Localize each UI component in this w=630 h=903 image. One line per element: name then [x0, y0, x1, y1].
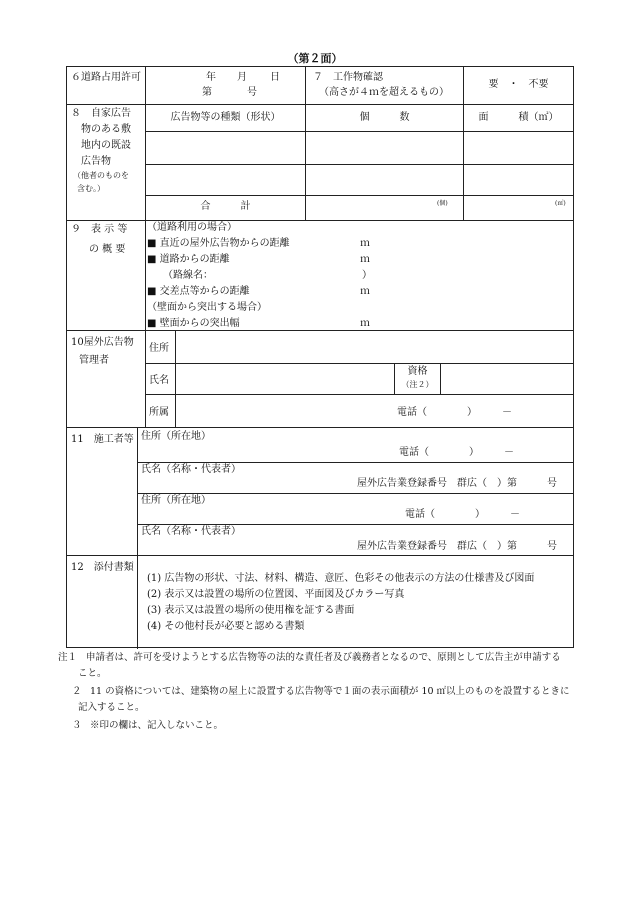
- note-3-line-1: ※印の欄は、記入しないこと。: [90, 720, 224, 731]
- structure-confirmation-label: ７ 工作物確認: [313, 72, 383, 83]
- date-year-label: 年: [206, 72, 216, 83]
- date-day-label: 日: [270, 72, 280, 83]
- display-overview-label-line1: ９ 表 示 等: [71, 224, 128, 235]
- display-overview-label-line2: の 概 要: [89, 244, 126, 255]
- road-occupancy-permit-label: ６道路占用許可: [71, 72, 141, 83]
- unit-m-3: ｍ: [360, 286, 370, 297]
- existing-ads-note-line1: （他者のものを: [73, 171, 129, 180]
- note-2-line-1: 11 の資格については、建築物の屋上に設置する広告物等で１面の表示面積が 10 ㎡以上のものを設置するときに: [90, 686, 570, 697]
- existing-ads-label-line1: ８ 自家広告: [71, 108, 131, 119]
- manager-address-label: 住所: [149, 343, 169, 354]
- count-column-header: 個 数: [359, 112, 410, 123]
- affiliation-label: 所属: [149, 407, 169, 418]
- attachment-item-4: (4) その他村長が必要と認める書類: [147, 621, 305, 632]
- permit-number-suffix: 号: [247, 87, 257, 98]
- page-title: （第２面）: [287, 52, 343, 65]
- route-name-close: ）: [362, 270, 372, 281]
- contractor2-phone-label: 電話（ ） －: [405, 509, 520, 520]
- area-column-header: 面 積（㎡）: [478, 112, 559, 123]
- road-use-header: （道路利用の場合）: [147, 222, 237, 233]
- note-1-line-2: こと。: [78, 668, 107, 679]
- wall-projection-width-label: ■ 壁面からの突出幅: [147, 318, 240, 329]
- contractor1-name-label: 氏名（名称・代表者）: [141, 464, 241, 475]
- route-name-label: （路線名：: [163, 270, 213, 281]
- road-distance-label: ■ 道路からの距離: [147, 254, 230, 265]
- contractor2-registration-label: 屋外広告業登録番号 群広（ ）第 号: [357, 541, 557, 552]
- existing-ads-note-line2: 含む。）: [77, 184, 105, 193]
- total-area-unit: (㎡): [555, 200, 566, 207]
- qualification-label: 資格: [407, 366, 428, 377]
- attachment-item-2: (2) 表示又は設置の場所の位置図、平面図及びカラー写真: [147, 589, 405, 600]
- existing-ads-label-line2: 物のある敷: [81, 124, 131, 135]
- intersection-distance-label: ■ 交差点等からの距離: [147, 286, 250, 297]
- total-label: 合 計: [200, 201, 251, 212]
- unit-m-2: ｍ: [360, 254, 370, 265]
- note-1-number: 注１: [58, 652, 78, 663]
- contractor2-address-label: 住所（所在地）: [141, 495, 211, 506]
- note-3-number: ３: [72, 720, 82, 731]
- ad-manager-label-line1: 10屋外広告物: [71, 337, 134, 348]
- total-count-unit: (個): [437, 200, 448, 207]
- required-options: 要 ・ 不要: [488, 79, 549, 90]
- nearest-ad-distance-label: ■ 直近の屋外広告物からの距離: [147, 238, 290, 249]
- manager-name-label: 氏名: [149, 375, 169, 386]
- contractor1-registration-label: 屋外広告業登録番号 群広（ ）第 号: [357, 478, 557, 489]
- existing-ads-label-line3: 地内の既設: [81, 140, 131, 151]
- attachment-item-3: (3) 表示又は設置の場所の使用権を証する書面: [147, 605, 355, 616]
- contractor1-address-label: 住所（所在地）: [141, 431, 211, 442]
- contractor-label: 11 施工者等: [71, 434, 134, 445]
- date-month-label: 月: [237, 72, 247, 83]
- ad-manager-label-line2: 管理者: [79, 355, 109, 366]
- unit-m-1: ｍ: [360, 238, 370, 249]
- application-form-table: [66, 66, 574, 648]
- existing-ads-label-line4: 広告物: [81, 156, 111, 167]
- note-2-line-2: 記入すること。: [78, 702, 145, 713]
- contractor2-name-label: 氏名（名称・代表者）: [141, 526, 241, 537]
- attachment-item-1: (1) 広告物の形状、寸法、材料、構造、意匠、色彩その他表示の方法の仕様書及び図面: [147, 573, 535, 584]
- unit-m-4: ｍ: [360, 318, 370, 329]
- qualification-note: （注２）: [401, 380, 434, 389]
- note-2-number: ２: [72, 686, 82, 697]
- structure-height-note: （高さが４ｍを超えるもの）: [319, 87, 449, 98]
- wall-projection-header: （壁面から突出する場合）: [147, 302, 267, 313]
- attachments-label: 12 添付書類: [71, 562, 134, 573]
- contractor1-phone-label: 電話（ ） －: [399, 447, 514, 458]
- permit-number-prefix: 第: [202, 87, 212, 98]
- note-1-line-1: 申請者は、許可を受けようとする広告物等の法的な責任者及び義務者となるので、原則として広告主が申請する: [86, 652, 561, 663]
- manager-phone-label: 電話（ ） －: [397, 407, 512, 418]
- ad-type-column-header: 広告物等の種類（形状）: [170, 112, 281, 123]
